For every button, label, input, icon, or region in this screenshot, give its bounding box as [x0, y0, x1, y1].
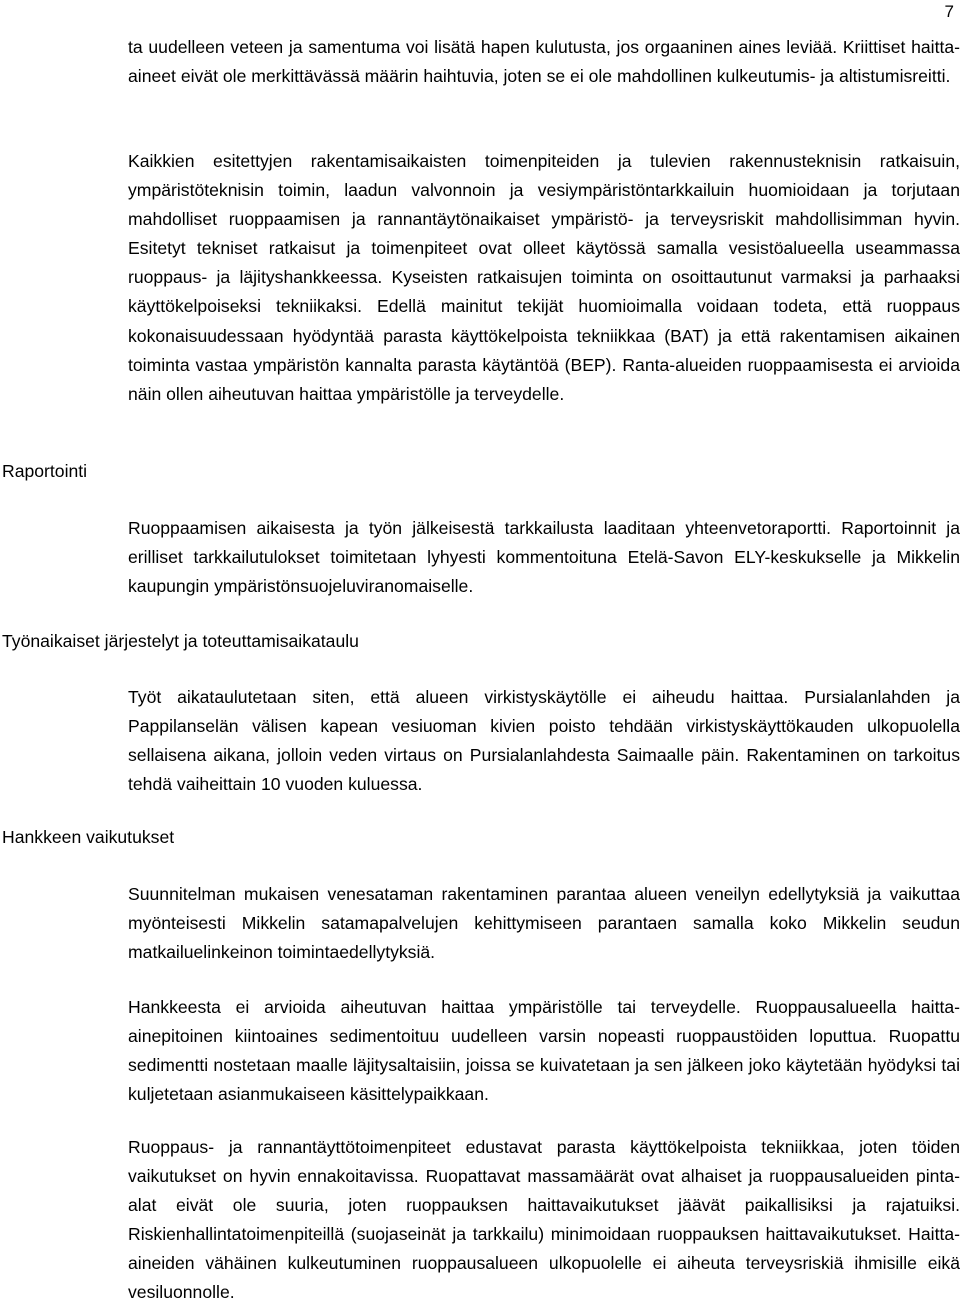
paragraph-risk-management: Kaikkien esitettyjen rakentamisaikaisten toimenpiteiden ja tulevien rakennusteknisin ratkaisuin, ympäristöteknisin toimin, laadun valvonnoin ja vesiympäristöntarkkailuin huomioidaan ja torjutaan mahdolliset ruoppaamisen ja rannantäytönaikaiset ympäristö- ja terveysriskit mahdollisimman hyvin. Esitetyt tekniset ratkaisut ja toimenpiteet ovat olleet käytössä samalla vesistöalueella useammassa ruoppaus- ja läjityshankkeessa. Kyseisten ratkaisujen toiminta on osoittautunut varmaksi ja parhaaksi käyttökelpoiseksi tekniikaksi. Edellä mainitut tekijät huomioimalla voidaan todeta, että ruoppaus kokonaisuudessaan hyödyntää parasta käyttökelpoista tekniikkaa (BAT) ja että rakentamisen aikainen toiminta vastaa ympäristön kannalta parasta käytäntöä (BEP). Ranta-alueiden ruoppaamisesta ei arvioida näin ollen aiheutuvan haittaa ympäristölle ja terveydelle. [128, 151, 960, 404]
paragraph-schedule: Työt aikataulutetaan siten, että alueen virkistyskäytölle ei aiheudu haittaa. Pursialanlahden ja Pappilanselän välisen kapean vesiuoman kivien poisto tehdään virkistyskäyttökauden ulkopuolella sellaisena aikana, jolloin veden virtaus on Pursialanlahdesta Saimaalle päin. Rakentaminen on tarkoitus tehdä vaiheittain 10 vuoden kuluessa. [128, 687, 960, 795]
paragraph-environmental-harm: Hankkeesta ei arvioida aiheutuvan haittaa ympäristölle tai terveydelle. Ruoppausalueella haitta-ainepitoinen kiintoaines sedimentoituu uudelleen varsin nopeasti ruoppaustöiden loputtua. Ruopattu sedimentti nostetaan maalle läjitysaltaisiin, joissa se kuivatetaan ja sen jälkeen joko käytetään hyödyksi tai kuljetetaan asianmukaiseen käsittelypaikkaan. [128, 997, 960, 1105]
heading-tyonaikaiset-jarjestelyt: Työnaikaiset järjestelyt ja toteuttamisaikataulu [2, 631, 359, 651]
page-number: 7 [944, 2, 954, 21]
paragraph-reporting: Ruoppaamisen aikaisesta ja työn jälkeisestä tarkkailusta laaditaan yhteenvetoraportti. Raportoinnit ja erilliset tarkkailutulokset toimitetaan lyhyesti kommentoituna Etelä-Savon ELY-keskukselle ja Mikkelin kaupungin ympäristönsuojeluviranomaiselle. [128, 518, 960, 597]
heading-raportointi: Raportointi [2, 461, 88, 481]
paragraph-dredging-effects: Ruoppaus- ja rannantäyttötoimenpiteet edustavat parasta käyttökelpoista tekniikkaa, joten töiden vaikutukset on hyvin ennakoitavissa. Ruopattavat massamäärät ovat alhaiset ja ruoppausalueiden pinta-alat eivät ole suuria, joten ruoppauksen haittavaikutukset jäävät paikallisiksi ja rajatuiksi. Riskienhallintatoimenpiteillä (suojaseinät ja tarkkailu) minimoidaan ruoppauksen haittavaikutukset. Haitta-aineiden vähäinen kulkeutuminen ruoppausalueen ulkopuolelle ei aiheuta terveysriskiä ihmisille eikä vesiluonnolle. [128, 1137, 960, 1303]
heading-hankkeen-vaikutukset: Hankkeen vaikutukset [2, 827, 175, 847]
paragraph-harbour-benefits: Suunnitelman mukaisen venesataman rakentaminen parantaa alueen veneilyn edellytyksiä ja vaikuttaa myönteisesti Mikkelin satamapalvelujen kehittymiseen parantaen samalla koko Mikkelin seudun matkailuelinkeinon toimintaedellytyksiä. [128, 884, 960, 963]
paragraph-emissions-intro: ta uudelleen veteen ja samentuma voi lisätä hapen kulutusta, jos orgaaninen aines leviää. Kriittiset haitta-aineet eivät ole merkittävässä määrin haihtuvia, joten se ei ole mahdollinen kulkeutumis- ja altistumisreitti. [128, 37, 960, 87]
